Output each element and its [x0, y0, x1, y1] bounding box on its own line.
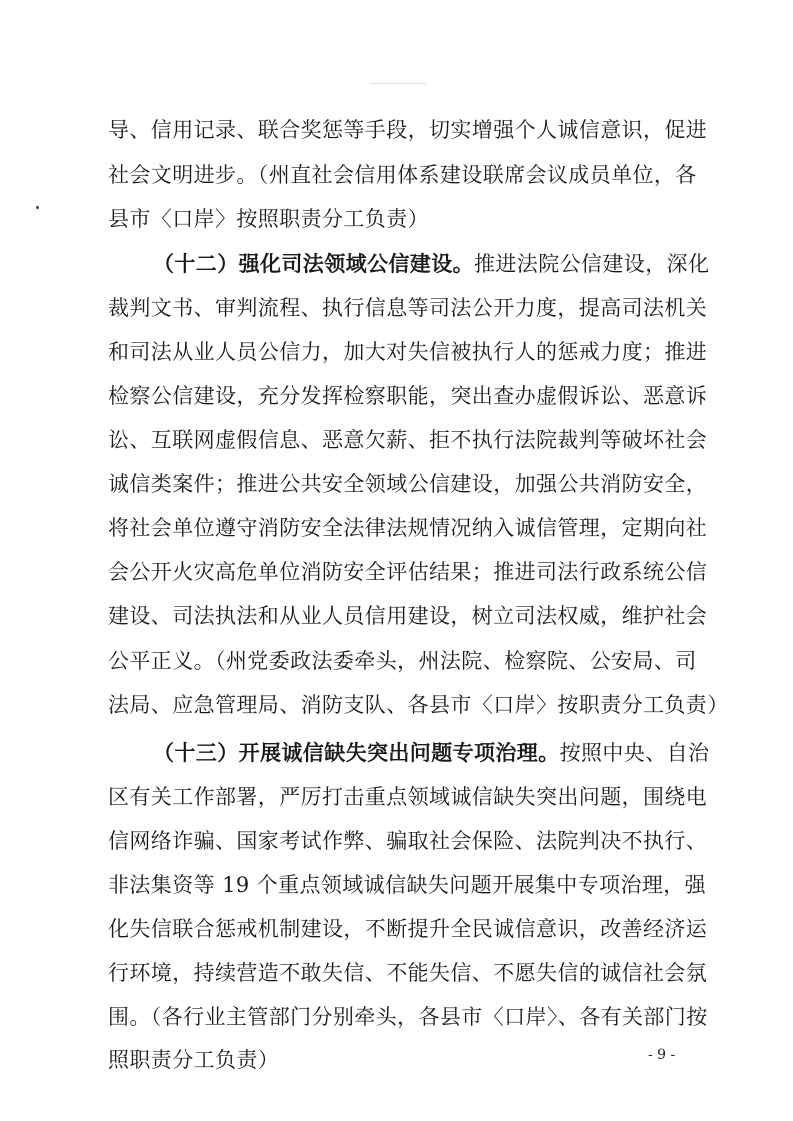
paragraph-text: 按照中央、自治 — [559, 741, 710, 765]
paragraph-line: 行环境，持续营造不敢失信、不能失信、不愿失信的诚信社会氛 — [108, 961, 708, 985]
paragraph-line: 法局、应急管理局、消防支队、各县市〈口岸〉按职责分工负责） — [108, 693, 729, 717]
paragraph-line: 裁判文书、审判流程、执行信息等司法公开力度，提高司法机关 — [108, 296, 708, 320]
paragraph-first-line — [153, 244, 710, 284]
paragraph-line: 导、信用记录、联合奖惩等手段，切实增强个人诚信意识，促进 — [108, 118, 708, 142]
paragraph-line: 诚信类案件；推进公共安全领域公信建设，加强公共消防安全， — [108, 472, 708, 496]
section-heading: （十三）开展诚信缺失突出问题专项治理。 — [153, 740, 560, 765]
paragraph-line: 信网络诈骗、国家考试作弊、骗取社会保险、法院判决不执行、 — [108, 829, 708, 853]
paragraph-line: 县市〈口岸〉按照职责分工负责） — [108, 207, 429, 231]
paragraph-line: 化失信联合惩戒机制建设，不断提升全民诚信意识，改善经济运 — [108, 917, 708, 941]
paragraph-line: 照职责分工负责） — [108, 1048, 280, 1072]
paragraph-line: 会公开火灾高危单位消防安全评估结果；推进司法行政系统公信 — [108, 560, 708, 584]
paragraph-line: 公平正义。（州党委政法委牵头，州法院、检察院、公安局、司 — [108, 649, 697, 673]
page-number: - 9 - — [648, 1047, 676, 1063]
paragraph-line: 非法集资等 19 个重点领域诚信缺失问题开展集中专项治理，强 — [108, 873, 707, 897]
bleed-through-mark — [370, 83, 426, 84]
paragraph-line: 检察公信建设，充分发挥检察职能，突出查办虚假诉讼、恶意诉 — [108, 384, 708, 408]
paragraph-line: 将社会单位遵守消防安全法律法规情况纳入诚信管理，定期向社 — [108, 516, 708, 540]
paragraph-line: 围。（各行业主管部门分别牵头，各县市〈口岸〉、各有关部门按 — [108, 1005, 708, 1029]
paragraph-text: 推进法院公信建设，深化 — [474, 252, 710, 276]
section-heading: （十二）强化司法领域公信建设。 — [153, 251, 474, 276]
paragraph-line: 和司法从业人员公信力，加大对失信被执行人的惩戒力度；推进 — [108, 340, 708, 364]
scan-speck — [36, 206, 39, 209]
paragraph-line: 社会文明进步。（州直社会信用体系建设联席会议成员单位，各 — [108, 163, 697, 187]
paragraph-line: 建设、司法执法和从业人员信用建设，树立司法权威，维护社会 — [108, 604, 708, 628]
paragraph-line: 区有关工作部署，严厉打击重点领域诚信缺失突出问题，围绕电 — [108, 785, 708, 809]
paragraph-first-line — [153, 733, 710, 773]
paragraph-line: 讼、互联网虚假信息、恶意欠薪、拒不执行法院裁判等破坏社会 — [108, 428, 708, 452]
